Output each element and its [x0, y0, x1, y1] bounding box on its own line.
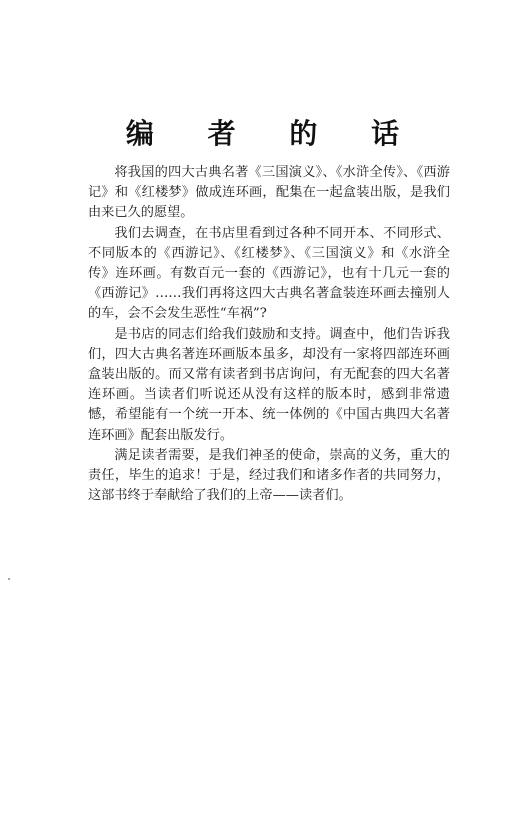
paragraph-4: 满足读者需要，是我们神圣的使命，崇高的义务，重大的责任，毕生的追求！于是，经过我们和诸多作者的共同努力，这部书终于奉献给了我们的上帝——读者们。 — [88, 447, 450, 504]
paragraph-2: 我们去调查，在书店里看到过各种不同开本、不同形式、不同版本的《西游记》、《红楼梦》、《三国演义》和《水浒全传》连环画。有数百元一套的《西游记》，也有十几元一套的《西游记》……我们再将这四大古典名著盒装连环画去撞别人的车，会不会发生恶性“车祸”? — [88, 225, 450, 322]
scan-speck — [8, 578, 10, 580]
page-title: 编 者 的 话 — [125, 117, 422, 150]
paragraph-1: 将我国的四大古典名著《三国演义》、《水浒全传》、《西游记》和《红楼梦》做成连环画，配集在一起盒装出版，是我们由来已久的愿望。 — [88, 165, 450, 221]
preface-body — [88, 163, 450, 506]
paragraph-3: 是书店的同志们给我们鼓励和支持。调查中，他们告诉我们，四大古典名著连环画版本虽多，却没有一家将四部连环画盒装出版的。而又常有读者到书店询问，有无配套的四大名著连环画。当读者们听说还从没有这样的版本时，感到非常遗憾，希望能有一个统一开本、统一体例的《中国古典四大名著连环画》配套出版发行。 — [88, 326, 450, 443]
